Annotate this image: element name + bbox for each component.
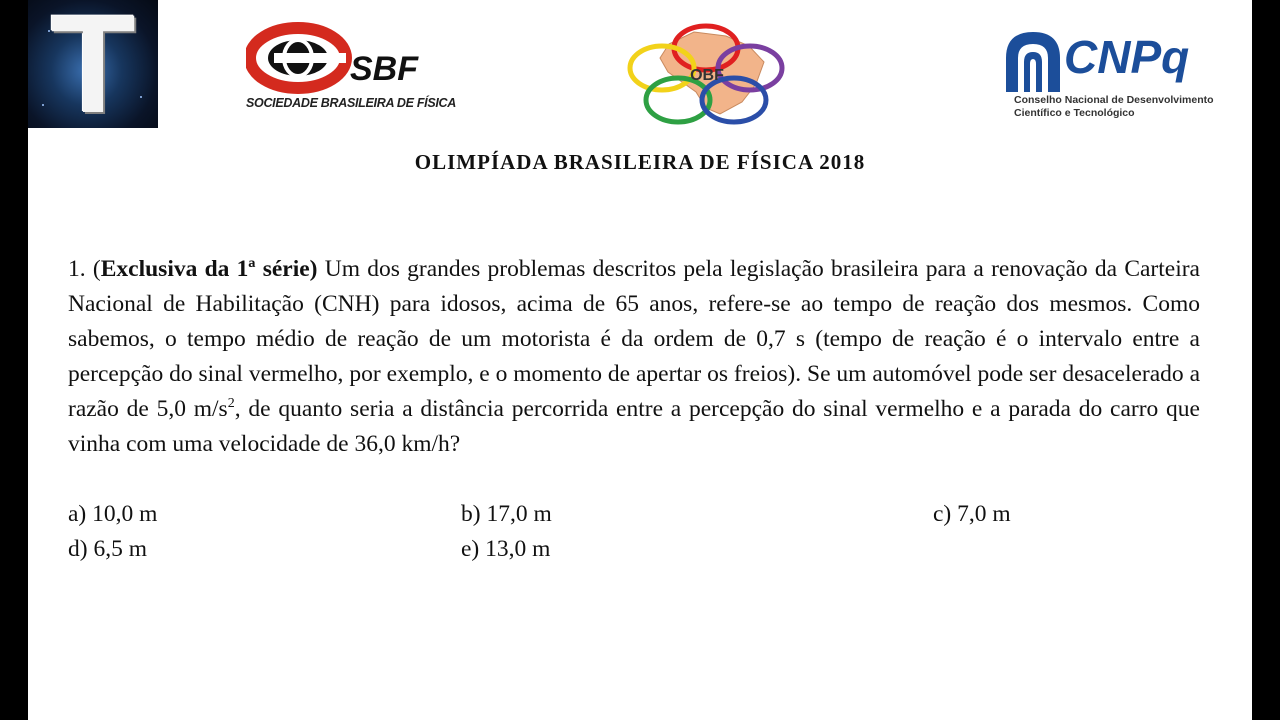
option-e: e) 13,0 m: [461, 536, 551, 562]
option-a: a) 10,0 m: [68, 501, 158, 527]
page: [28, 0, 1252, 720]
obf-logo: [624, 22, 790, 126]
sbf-mark: SBF: [350, 50, 418, 88]
sbf-logo: [246, 22, 457, 122]
question-tag: Exclusiva da 1ª série): [100, 256, 318, 282]
cnpq-mark: CNPq: [1064, 31, 1190, 83]
cnpq-caption: [1014, 94, 1214, 120]
t-letter: T: [50, 0, 136, 128]
cnpq-caption-line2: Científico e Tecnológico: [1014, 107, 1135, 119]
question-text: [68, 252, 1200, 462]
option-d: d) 6,5 m: [68, 536, 147, 562]
sbf-name: SOCIEDADE BRASILEIRA DE FÍSICA: [246, 96, 457, 110]
exam-title: OLIMPÍADA BRASILEIRA DE FÍSICA 2018: [414, 150, 866, 174]
question-number: 1. (: [68, 256, 101, 282]
question-body-part1: Um dos grandes problemas descritos pela legislação brasileira para a renovação da Carteira Nacional de Habilitação (CNH) para idosos, acima de 65 anos, refere-se ao tempo de reação dos mesmos. Como sabemos, o tempo médio de reação de um motorista é da ordem de 0,7 s (tempo de reação é o intervalo entre a percepção do sinal vermelho, por exemplo, e o momento de apertar os freios). Se um automóvel pode ser desacelerado a razão de 5,0 m/s: [68, 256, 1200, 422]
question-exponent: 2: [227, 396, 235, 412]
obf-emblem-icon: [624, 22, 790, 126]
cnpq-emblem-icon: [1002, 28, 1064, 94]
option-c: c) 7,0 m: [933, 501, 1011, 527]
obf-mark: OBF: [690, 67, 724, 84]
sbf-emblem-icon: [246, 22, 428, 96]
cnpq-caption-line1: Conselho Nacional de Desenvolvimento: [1014, 94, 1214, 106]
channel-logo: [28, 0, 158, 128]
cnpq-logo: [1002, 28, 1232, 124]
question-body-part2: , de quanto seria a distância percorrida entre a percepção do sinal vermelho e a parada do carro que vinha com uma velocidade de 36,0 km/h?: [68, 396, 1200, 457]
option-b: b) 17,0 m: [461, 501, 552, 527]
